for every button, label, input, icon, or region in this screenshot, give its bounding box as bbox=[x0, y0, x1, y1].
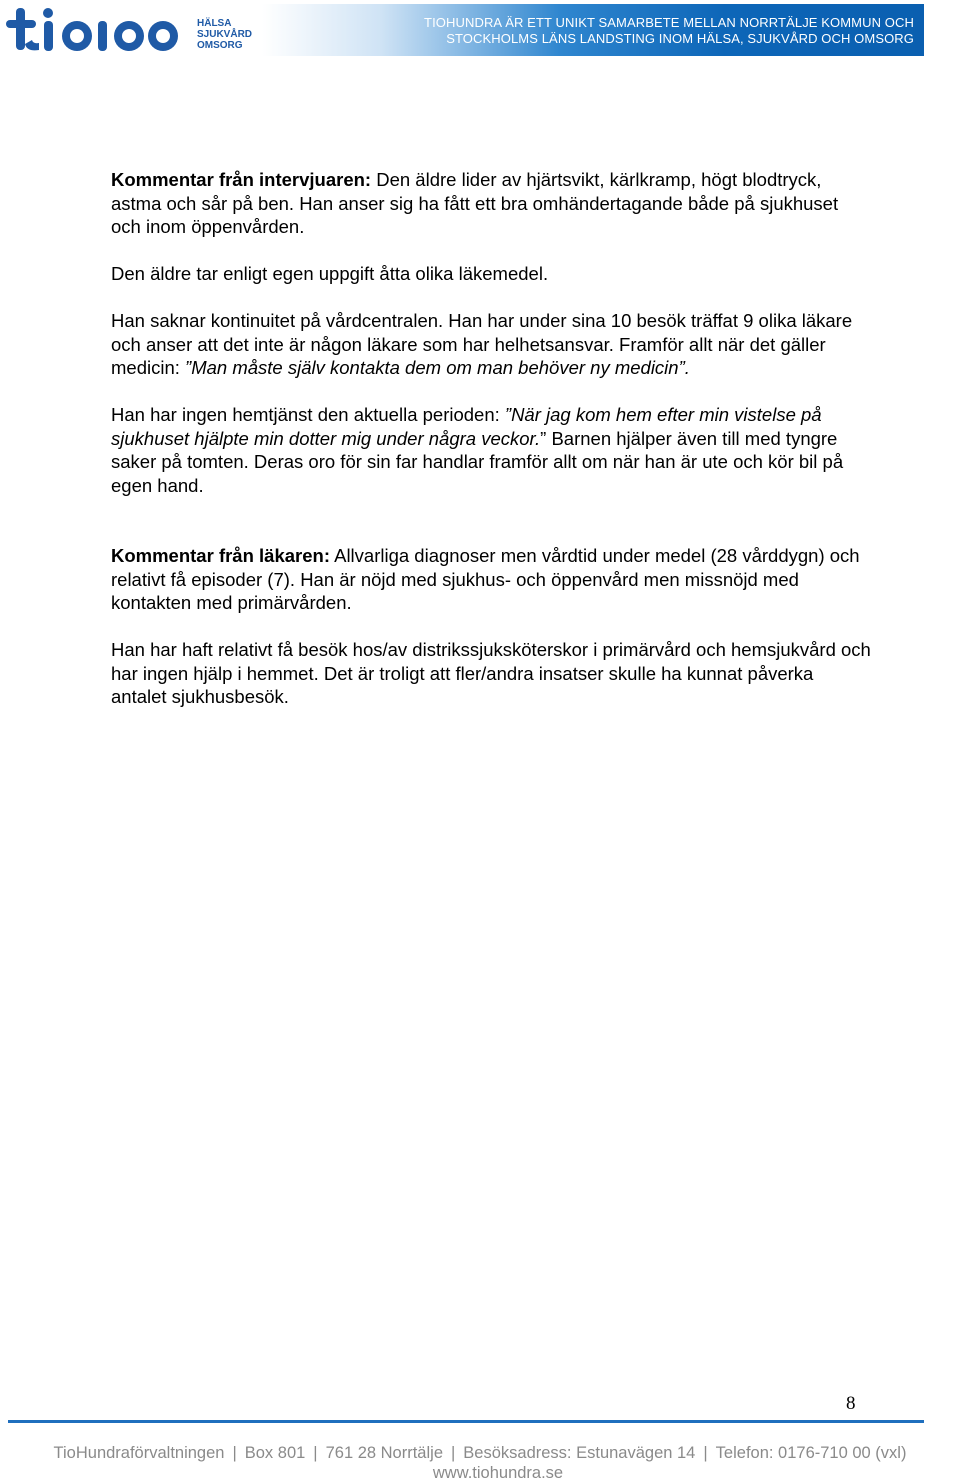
page-header bbox=[0, 0, 960, 62]
paragraph bbox=[111, 168, 871, 239]
paragraph bbox=[111, 403, 871, 497]
banner-line: STOCKHOLMS LÄNS LANDSTING INOM HÄLSA, SJUKVÅRD OCH OMSORG bbox=[446, 31, 914, 46]
page-footer bbox=[0, 1443, 960, 1463]
paragraph bbox=[111, 309, 871, 380]
banner-line: TIOHUNDRA ÄR ETT UNIKT SAMARBETE MELLAN NORRTÄLJE KOMMUN OCH bbox=[424, 15, 914, 30]
paragraph bbox=[111, 544, 871, 615]
paragraph-text: ” Barnen hjälper även till med tyngre saker på tomten. Deras oro för sin far handlar framför allt om när han är ute och kör bil på egen hand. bbox=[111, 427, 844, 496]
logo-subtitle bbox=[197, 18, 252, 51]
footer-rule bbox=[8, 1420, 924, 1423]
footer-separator: | bbox=[232, 1444, 237, 1462]
footer-address: Besöksadress: Estunavägen 14 bbox=[463, 1444, 696, 1462]
footer-separator: | bbox=[451, 1444, 456, 1462]
paragraph: Den äldre tar enligt egen uppgift åtta olika läkemedel. bbox=[111, 263, 549, 284]
footer-website[interactable]: www.tiohundra.se bbox=[432, 1464, 564, 1482]
banner-text bbox=[424, 15, 914, 47]
logo-subtitle-line: SJUKVÅRD bbox=[197, 29, 253, 40]
logo-subtitle-line: HÄLSA bbox=[197, 18, 232, 29]
paragraph-text: Han har ingen hemtjänst den aktuella perioden: bbox=[111, 404, 505, 425]
quote: ”Man måste själv kontakta dem om man behöver ny medicin”. bbox=[185, 357, 690, 378]
footer-postal: 761 28 Norrtälje bbox=[325, 1444, 443, 1462]
footer-phone: Telefon: 0176-710 00 (vxl) bbox=[715, 1444, 907, 1462]
logo-subtitle-line: OMSORG bbox=[197, 40, 243, 51]
paragraph-text: Han saknar kontinuitet på vårdcentralen. Han har under sina 10 besök träffat 9 olika läkare och anser att det inte är någon läkare som har helhetsansvar. Framför allt när det gäller medicin: bbox=[111, 310, 853, 378]
paragraph: Han har haft relativt få besök hos/av distrikssjuksköterskor i primärvård och hemsjukvård och har ingen hjälp i hemmet. Det är troligt att fler/andra insatser skulle ha kunnat påverka antalet sjukhusbesök. bbox=[111, 639, 871, 707]
page-number: 8 bbox=[846, 1393, 856, 1414]
document-body bbox=[111, 168, 871, 709]
footer-separator: | bbox=[703, 1444, 708, 1462]
paragraph-text: Den äldre lider av hjärtsvikt, kärlkramp, högt blodtryck, astma och sår på ben. Han anser sig ha fått ett bra omhändertagande både på sjukhuset och inom öppenvården. bbox=[111, 169, 839, 237]
doctor-comment-label: Kommentar från läkaren: bbox=[111, 545, 330, 566]
footer-box: Box 801 bbox=[244, 1444, 306, 1462]
interviewer-comment-label: Kommentar från intervjuaren: bbox=[111, 169, 372, 190]
header-banner bbox=[262, 4, 924, 56]
quote: ”När jag kom hem efter min vistelse på sjukhuset hjälpte min dotter mig under några veckor. bbox=[111, 404, 822, 449]
footer-separator: | bbox=[313, 1444, 318, 1462]
paragraph-text: Allvarliga diagnoser men vårdtid under medel (28 vårddygn) och relativt få episoder (7). Han är nöjd med sjukhus- och öppenvård men missnöjd med kontakten med primärvården. bbox=[111, 545, 860, 613]
footer-organization: TioHundraförvaltningen bbox=[53, 1444, 225, 1462]
